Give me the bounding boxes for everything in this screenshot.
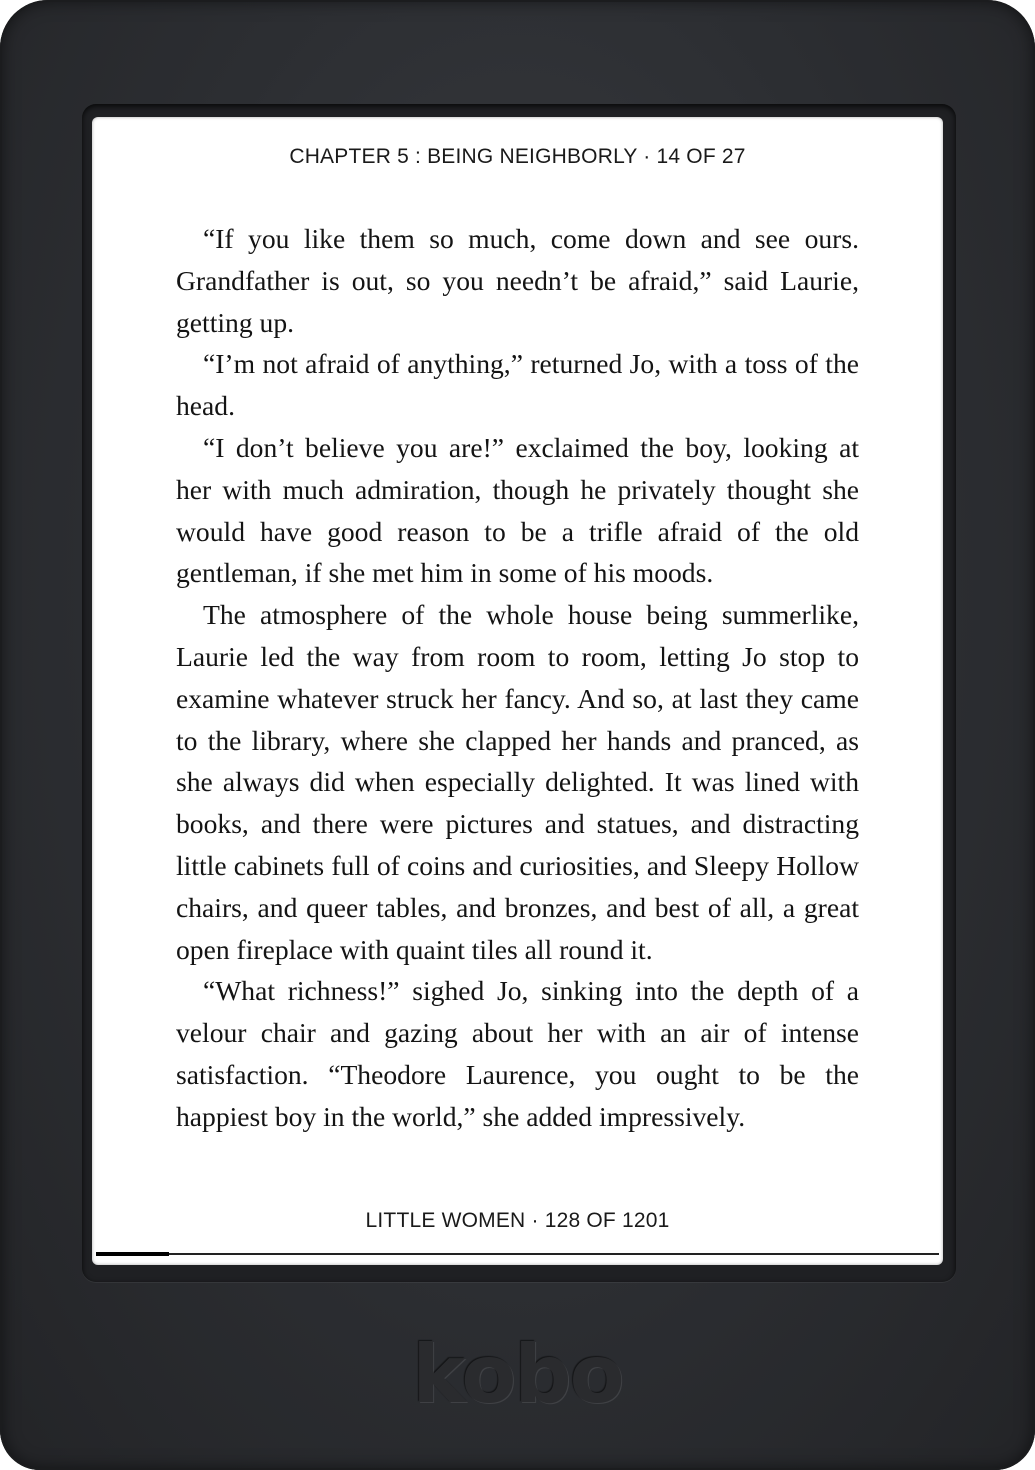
paragraph: “I’m not afraid of anything,” returned Jo, with a toss of the head. bbox=[176, 348, 859, 422]
reading-screen[interactable] bbox=[92, 117, 943, 1265]
book-progress-footer: LITTLE WOMEN · 128 OF 1201 bbox=[365, 1209, 670, 1232]
paragraph: “I don’t believe you are!” exclaimed the boy, looking at her with much admiration, though he privately thought she would have good reason to be a trifle afraid of the old gentleman, if she met him in some of his moods. bbox=[176, 431, 859, 589]
page-text[interactable] bbox=[176, 218, 859, 1138]
paragraph: “What richness!” sighed Jo, sinking into the depth of a velour chair and gazing about her with an air of intense satisfaction. “Theodore Laurence, you ought to be the happiest boy in the world,” she added impressively. bbox=[176, 975, 859, 1132]
reading-progress-fill bbox=[96, 1252, 169, 1256]
reading-progress-bar bbox=[96, 1253, 939, 1255]
paragraph: The atmosphere of the whole house being summerlike, Laurie led the way from room to room, letting Jo stop to examine whatever struck her fancy. And so, at last they came to the library, where she clapped her hands and pranced, as she always did when especially delighted. It was lined with books, and there were pictures and statues, and distracting little cabinets full of coins and curiosities, and Sleepy Hollow chairs, and queer tables, and bronzes, and best of all, a great open fireplace with quaint tiles all round it. bbox=[176, 599, 859, 965]
kobo-logo: kobo bbox=[412, 1328, 623, 1421]
paragraph: “If you like them so much, come down and see ours. Grandfather is out, so you needn’t be afraid,” said Laurie, getting up. bbox=[176, 223, 859, 338]
chapter-header: CHAPTER 5 : BEING NEIGHBORLY · 14 OF 27 bbox=[289, 145, 746, 168]
